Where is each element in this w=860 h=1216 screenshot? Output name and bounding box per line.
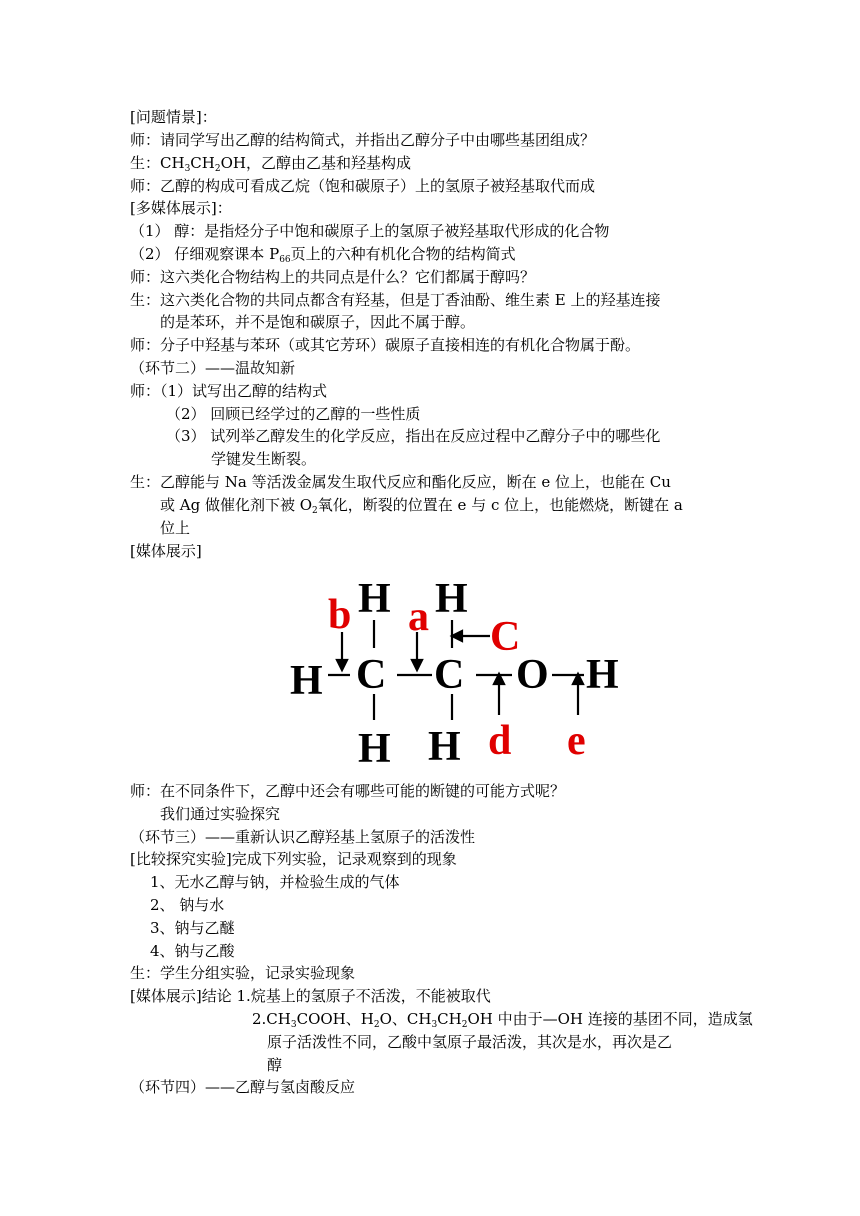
line-teacher-task-1: 师：（1）试写出乙醇的结构式 [130,382,328,400]
atom-carbon-1: C [356,652,387,698]
line-student-answer-2: 生：这六类化合物的共同点都含有羟基，但是丁香油酚、维生素 E 上的羟基连接 [130,291,661,309]
line-teacher-question-2: 师：这六类化合物结构上的共同点是什么？它们都属于醇吗？ [130,268,536,286]
atom-carbon-2: C [434,652,465,698]
atom-h-top-2: H [435,576,468,622]
atom-h-bottom-2: H [428,724,461,770]
line-student-answer-2-cont: 的是苯环，并不是饱和碳原子，因此不属于醇。 [160,313,476,331]
bond-label-e: e [567,718,586,764]
ethanol-structure-diagram [280,570,660,775]
line-student-answer-3-end: 位上 [160,519,191,537]
bond-label-a: a [408,594,429,640]
section-four-heading: （环节四）——乙醇与氢卤酸反应 [130,1078,356,1096]
experiment-item-1: 1、无水乙醇与钠，并检验生成的气体 [150,873,400,891]
line-student-answer-3: 生：乙醇能与 Na 等活泼金属发生取代反应和酯化反应，断在 e 位上，也能在 Cu [130,473,671,491]
section-two-heading: （环节二）——温故知新 [130,359,296,377]
line-teacher-task-3-cont: 学键发生断裂。 [211,450,317,468]
atom-h-top-1: H [358,576,391,622]
experiment-item-3: 3、钠与乙醚 [150,919,235,937]
atom-oxygen: O [516,652,549,698]
line-student-answer-1: 生：$CH_3CH_2OH$，乙醇由乙基和羟基构成 [130,154,411,174]
line-conclusion-2-end: 醇 [267,1056,283,1074]
section-three-heading: （环节三）——重新认识乙醇羟基上氢原子的活泼性 [130,828,476,846]
atom-h-left: H [290,658,323,704]
line-item-2: （2） 仔细观察课本 $P_{66}$页上的六种有机化合物的结构简式 [130,245,516,265]
bond-label-c: C [490,614,521,660]
bond-label-b: b [328,592,352,638]
atom-h-bottom-1: H [358,726,391,772]
line-teacher-phenol: 师：分子中羟基与苯环（或其它芳环）碳原子直接相连的有机化合物属于酚。 [130,336,641,354]
line-teacher-task-2: （2） 回顾已经学过的乙醇的一些性质 [166,405,421,423]
line-teacher-question-3-cont: 我们通过实验探究 [160,805,281,823]
line-teacher-question-3: 师：在不同条件下，乙醇中还会有哪些可能的断键的可能方式呢？ [130,782,566,800]
line-conclusion-2-cont: 原子活泼性不同，乙酸中氢原子最活泼，其次是水，再次是乙 [267,1033,673,1051]
line-experiment-intro: [比较探究实验]完成下列实验，记录观察到的现象 [130,850,457,868]
line-multimedia-1: [多媒体展示]： [130,199,232,217]
experiment-item-4: 4、钠与乙酸 [150,942,235,960]
atom-h-right: H [586,652,619,698]
line-conclusion-2: $2.CH_3COOH$、$H_2O$、$CH_3CH_2OH$ 中由于—OH 连接的基团不同，造成氢 [252,1010,753,1030]
line-teacher-question-1: 师：请同学写出乙醇的结构简式，并指出乙醇分子中由哪些基团组成？ [130,131,596,149]
line-problem-scenario: [问题情景]： [130,108,217,126]
line-conclusion-1: [媒体展示]结论 1.烷基上的氢原子不活泼，不能被取代 [130,987,491,1005]
line-student-experiment: 生：学生分组实验，记录实验现象 [130,964,356,982]
line-teacher-explain-1: 师：乙醇的构成可看成乙烷（饱和碳原子）上的氢原子被羟基取代而成 [130,177,596,195]
line-item-1: （1） 醇：是指烃分子中饱和碳原子上的氢原子被羟基取代形成的化合物 [130,222,610,240]
line-media-show: [媒体展示] [130,542,202,560]
line-teacher-task-3: （3） 试列举乙醇发生的化学反应，指出在反应过程中乙醇分子中的哪些化 [166,427,661,445]
line-student-answer-3-cont: 或 Ag 做催化剂下被 $O_2$氧化，断裂的位置在 e 与 c 位上，也能燃烧，断键在 a [160,496,683,516]
bond-label-d: d [488,718,512,764]
experiment-item-2: 2、 钠与水 [150,896,225,914]
